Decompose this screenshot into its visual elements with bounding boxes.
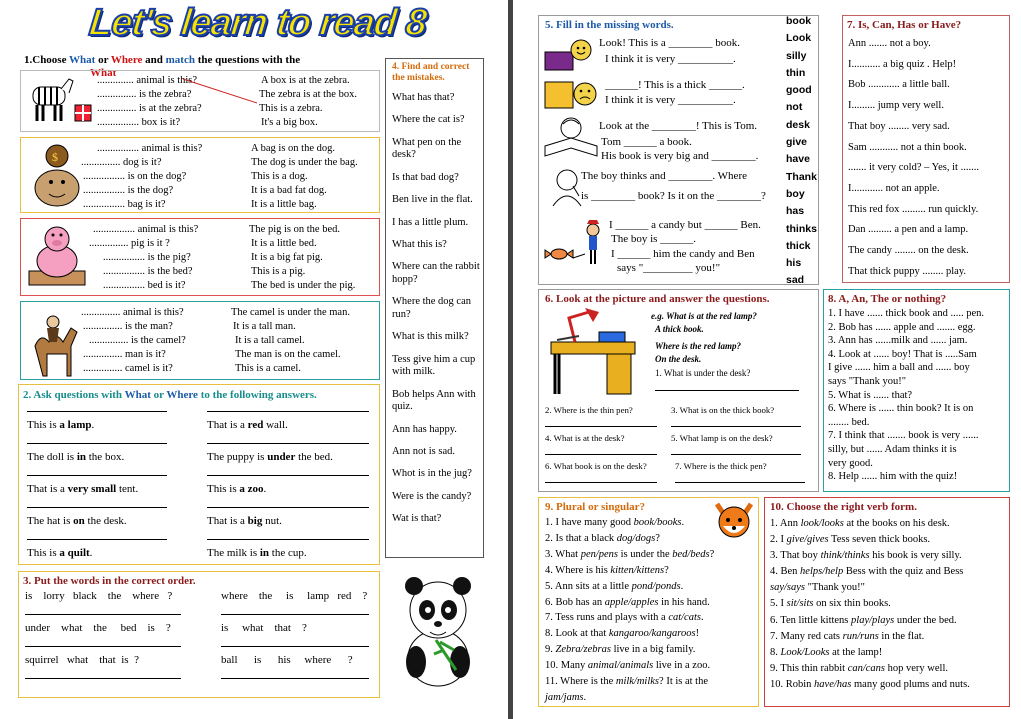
s2-answer: The puppy is under the bed. [207, 451, 333, 463]
s1-group-zebra [20, 70, 380, 132]
s5-line: I think it is very __________. [605, 94, 736, 106]
s1-a: The pig is on the bed. [249, 224, 340, 235]
s9-item: 9. Zebra/zebras live in a big family. [545, 644, 696, 656]
s8-heading: 8. A, An, The or nothing? [828, 293, 947, 305]
s1-q: ................ animal is this? [93, 224, 199, 235]
s1-q: ................ animal is this? [97, 143, 203, 154]
s1-heading-what: What [90, 67, 117, 79]
answer-line[interactable] [671, 426, 801, 427]
s4-item: Is that bad dog? [392, 171, 459, 183]
s7-item: I............ not an apple. [848, 182, 940, 194]
s5-box [538, 15, 819, 285]
s8-item: ........ bed. [828, 416, 870, 428]
s1-a: The bed is under the pig. [251, 280, 356, 291]
s1-q: .............. animal is this? [97, 75, 198, 86]
s4-item: Ann not is sad. [392, 446, 455, 458]
s8-item: 5. What is ...... that? [828, 389, 913, 401]
s1-q: ............... is at the zebra? [97, 103, 202, 114]
page-title: Let's learn to read 8 [87, 2, 429, 44]
s1-a: A bag is on the dog. [251, 143, 335, 154]
s6-q: 7. Where is the thick pen? [675, 461, 767, 471]
s1-q: ................ bag is it? [83, 199, 166, 210]
answer-line[interactable] [545, 482, 657, 483]
answer-line[interactable] [671, 454, 801, 455]
s9-item: 2. Is that a black dog/dogs? [545, 532, 660, 544]
s7-box [842, 15, 1010, 283]
pig-picture [27, 223, 87, 293]
answer-line[interactable] [207, 539, 369, 540]
s7-item: Bob ............ a little ball. [848, 79, 950, 91]
s1-q: ............... is the zebra? [97, 89, 192, 100]
s5-line: Look at the ________! This is Tom. [599, 120, 758, 132]
s5-line: His book is very big and ________. [601, 150, 759, 162]
s10-item: 4. Ben helps/help Bess with the quiz and Bess [770, 566, 964, 578]
s10-item: 10. Robin have/has many good plums and nuts. [770, 678, 970, 690]
s5-line: is ________ book? Is it on the ________? [581, 190, 766, 202]
answer-line[interactable] [545, 426, 657, 427]
s7-heading: 7. Is, Can, Has or Have? [847, 19, 962, 31]
s5-line: Look! This is a ________ book. [599, 37, 740, 49]
s7-item: Sam ........... not a thin book. [848, 141, 967, 153]
s1-a: It is a little bag. [251, 199, 317, 210]
answer-line[interactable] [207, 443, 369, 444]
s6-eg: Where is the red lamp? [655, 341, 742, 351]
s6-q: 2. Where is the thin pen? [545, 405, 633, 415]
s5-word: thin [786, 66, 806, 79]
s2-answer: That is a very small tent. [27, 483, 139, 495]
s2-answer: That is a red wall. [207, 419, 288, 431]
s5-heading: 5. Fill in the missing words. [545, 19, 674, 31]
s1-q: ............... is the camel? [89, 335, 186, 346]
dog-picture [27, 142, 89, 210]
s10-item: say/says "Thank you!" [770, 582, 865, 594]
s1-a: The dog is under the bag. [251, 157, 358, 168]
s5-word: Look [786, 32, 812, 45]
s5-line: ______! This is a thick ______. [605, 79, 745, 91]
s5-line: I think it is very __________. [605, 53, 736, 65]
answer-line[interactable] [221, 646, 369, 647]
answer-line[interactable] [27, 475, 167, 476]
s2-answer: This is a zoo. [207, 483, 267, 495]
s5-line: I ______ a candy but ______ Ben. [609, 219, 761, 231]
s8-item: very good. [828, 457, 873, 469]
s1-a: The camel is under the man. [231, 307, 350, 318]
s1-q: ............... is the man? [83, 321, 173, 332]
s1-a: It is a big fat pig. [251, 252, 323, 263]
s4-item: Where can the rabbit hopp? [392, 261, 480, 285]
s7-item: Ann ....... not a boy. [848, 38, 931, 49]
answer-line[interactable] [27, 443, 167, 444]
s5-word: book [786, 15, 812, 27]
s5-word: has [786, 205, 805, 218]
s8-item: 6. Where is ...... thin book? It is on [828, 403, 974, 415]
s1-group-camel [20, 301, 380, 380]
s1-q: ................ is on the dog? [83, 171, 187, 182]
s3-heading: 3. Put the words in the correct order. [23, 575, 196, 587]
s10-item: 5. I sit/sits on six thin books. [770, 598, 891, 610]
s10-item: 1. Ann look/looks at the books on his desk. [770, 518, 950, 529]
answer-line[interactable] [25, 678, 181, 679]
s1-group-dog [20, 137, 380, 213]
s8-item: 7. I think that ....... book is very ...... [828, 430, 979, 442]
answer-line[interactable] [221, 614, 369, 615]
s10-heading: 10. Choose the right verb form. [770, 501, 917, 513]
answer-line[interactable] [207, 475, 369, 476]
s3-words: is lorry black the where ? [25, 590, 173, 602]
s7-item: I......... jump very well. [848, 100, 944, 112]
s1-a: This is a camel. [235, 363, 301, 374]
answer-line[interactable] [27, 411, 167, 412]
zebra-picture [25, 77, 95, 129]
s1-heading: 1.Choose What or Where and match the questions with the [24, 54, 301, 66]
match-line [181, 77, 261, 107]
s4-item: Were is the candy? [392, 490, 472, 502]
s6-eg: e.g. What is at the red lamp? [651, 311, 757, 321]
s1-a: It is a bad fat dog. [251, 185, 327, 196]
s9-item: 3. What pen/pens is under the bed/beds? [545, 548, 715, 560]
s2-answer: This is a quilt. [27, 547, 93, 559]
s1-a: This is a pig. [251, 266, 306, 277]
s6-q: 4. What is at the desk? [545, 433, 625, 443]
s8-item: 4. Look at ...... boy! That is .....Sam [828, 348, 977, 360]
s4-item: Bob helps Ann with quiz. [392, 388, 476, 413]
s2-answer: The doll is in the box. [27, 451, 125, 463]
s7-item: This red fox ......... run quickly. [848, 203, 979, 215]
answer-line[interactable] [207, 411, 369, 412]
answer-line[interactable] [675, 482, 805, 483]
s2-answer: This is a lamp. [27, 419, 95, 431]
answer-line[interactable] [221, 678, 369, 679]
s7-item: Dan ......... a pen and a lamp. [848, 224, 969, 236]
s1-a: A box is at the zebra. [261, 75, 350, 86]
s6-box [538, 289, 819, 492]
s4-item: Tess give him a cup with milk. [392, 353, 476, 378]
s4-item: Ben live in the flat. [392, 194, 473, 206]
answer-line[interactable] [207, 507, 369, 508]
s4-item: What pen on the desk? [392, 136, 462, 161]
s3-words: under what the bed is ? [25, 622, 171, 634]
s6-q: 6. What book is on the desk? [545, 461, 647, 471]
s1-q: ................ is the dog? [83, 185, 174, 196]
s1-a: This is a zebra. [259, 103, 323, 114]
answer-line[interactable] [27, 507, 167, 508]
s7-item: That boy ........ very sad. [848, 120, 950, 132]
s5-word: his [786, 257, 802, 270]
s1-q: ............... man is it? [83, 349, 166, 360]
s4-item: I has a little plum. [392, 216, 469, 228]
s1-q: ............... animal is this? [81, 307, 184, 318]
s5-word: desk [786, 118, 810, 131]
s1-a: It is a little bed. [251, 238, 317, 249]
s8-item: 2. Bob has ...... apple and ....... egg. [828, 321, 976, 333]
s2-answer: That is a big nut. [207, 515, 282, 527]
svg-text:$: $ [52, 150, 58, 164]
s5-word: Thank [786, 170, 817, 183]
s7-item: The candy ........ on the desk. [848, 245, 969, 257]
s1-q: ................ box is it? [97, 117, 181, 128]
s1-q: ............... dog is it? [81, 157, 162, 168]
s9-item: 8. Look at that kangaroo/kangaroos! [545, 628, 700, 640]
s1-q: ................ bed is it? [103, 280, 186, 291]
s8-item: says "Thank you!" [828, 375, 906, 387]
s4-item: What this is? [392, 238, 447, 250]
s4-heading: 4. Find and correct the mistakes. [392, 62, 470, 83]
s9-item: jam/jams. [545, 691, 587, 703]
s10-item: 3. That boy think/thinks his book is very silly. [770, 550, 962, 562]
s8-item: silly, but ...... Adam thinks it is [828, 443, 957, 455]
s8-item: 3. Ann has ......milk and ...... jam. [828, 335, 968, 347]
s4-item: What is this milk? [392, 331, 469, 343]
s8-item: 1. I have ...... thick book and ..... pen. [828, 308, 985, 319]
s3-words: where the is lamp red ? [221, 590, 368, 602]
s1-a: This is a dog. [251, 171, 308, 182]
s1-a: It is a tall camel. [235, 335, 305, 346]
s3-box [18, 571, 380, 698]
s6-q: 1. What is under the desk? [655, 368, 751, 378]
s5-word: silly [786, 49, 807, 62]
s10-item: 6. Ten little kittens play/plays under the bed. [770, 614, 957, 626]
s2-heading: 2. Ask questions with What or Where to the following answers. [23, 389, 317, 401]
camel-picture [27, 306, 83, 378]
s5-word: boy [786, 187, 805, 200]
s10-box [764, 497, 1010, 707]
answer-line[interactable] [27, 539, 167, 540]
s4-item: What has that? [392, 92, 455, 103]
desk-lamp-picture [545, 308, 641, 396]
s8-item: I give ...... him a ball and ...... boy [828, 362, 970, 374]
s8-box [823, 289, 1010, 492]
s5-line: Tom ______ a book. [601, 136, 692, 148]
s9-item: 11. Where is the milk/milks? It is at the [545, 676, 709, 688]
s1-q: ............... camel is it? [83, 363, 173, 374]
s5-line: I ______ him the candy and Ben [611, 248, 755, 260]
s5-word: thinks [786, 222, 817, 235]
s6-heading: 6. Look at the picture and answer the questions. [545, 293, 770, 305]
s4-item: Where the cat is? [392, 114, 465, 126]
s1-q: ................ is the bed? [103, 266, 193, 277]
s9-heading: 9. Plural or singular? [545, 501, 646, 513]
s10-item: 8. Look/Looks at the lamp! [770, 646, 883, 658]
s4-item: Wat is that? [392, 513, 442, 525]
s6-q: 5. What lamp is on the desk? [671, 433, 773, 443]
s6-eg: On the desk. [655, 354, 702, 364]
s9-item: 5. Ann sits at a little pond/ponds. [545, 580, 684, 592]
s9-item: 10. Many animal/animals live in a zoo. [545, 660, 711, 672]
s2-box [18, 384, 380, 565]
s9-item: 7. Tess runs and plays with a cat/cats. [545, 612, 704, 624]
s1-a: It is a tall man. [233, 321, 296, 332]
s10-item: 9. This thin rabbit can/cans hop very well. [770, 662, 949, 674]
boy-reading-picture [543, 116, 599, 160]
s5-word: have [786, 153, 810, 166]
s6-eg: A thick book. [655, 324, 704, 334]
s4-item: Where the dog can run? [392, 296, 472, 320]
answer-line[interactable] [545, 454, 657, 455]
s9-box [538, 497, 759, 707]
s5-line: The boy thinks and ________. Where [581, 170, 747, 182]
s5-word: thick [786, 239, 811, 252]
panda-picture [396, 570, 480, 690]
happy-book-picture [543, 38, 593, 74]
s10-item: 2. I give/gives Tess seven thick books. [770, 534, 931, 546]
s1-a: The zebra is at the box. [259, 89, 357, 100]
s7-item: That thick puppy ........ play. [848, 265, 967, 277]
s3-words: is what that ? [221, 622, 307, 634]
candy-boys-picture [543, 220, 609, 276]
s1-a: The man is on the camel. [235, 349, 341, 360]
s5-word: sad [786, 274, 805, 287]
s1-a: It's a big box. [261, 117, 318, 128]
sad-book-picture [543, 76, 599, 116]
s8-item: 8. Help ...... him with the quiz! [828, 471, 958, 483]
s9-item: 1. I have many good book/books. [545, 517, 685, 528]
s7-item: I........... a big quiz . Help! [848, 58, 957, 70]
answer-line[interactable] [25, 646, 181, 647]
s6-q: 3. What is on the thick book? [671, 405, 775, 415]
s1-q: ............... pig is it ? [89, 238, 170, 249]
s3-words: ball is his where ? [221, 654, 353, 666]
s5-line: says "_________ you!" [617, 262, 721, 274]
s5-word: give [786, 136, 808, 149]
s9-item: 6. Bob has an apple/apples in his hand. [545, 596, 710, 608]
s3-words: squirrel what that is ? [25, 654, 139, 666]
s2-answer: The hat is on the desk. [27, 515, 127, 527]
s1-group-pig [20, 218, 380, 296]
s1-q: ................ is the pig? [103, 252, 191, 263]
s5-word: not [786, 101, 803, 114]
s5-line: The boy is ______. [611, 233, 696, 245]
s9-item: 4. Where is his kitten/kittens? [545, 564, 669, 576]
page-divider [508, 0, 513, 719]
s4-item: Ann has happy. [392, 423, 457, 435]
s4-box [385, 58, 484, 558]
s7-item: ....... it very cold? – Yes, it ....... [848, 162, 979, 174]
answer-line[interactable] [655, 390, 799, 391]
s10-item: 7. Many red cats run/runs in the flat. [770, 630, 925, 642]
s5-word: good [786, 84, 812, 97]
s2-answer: The milk is in the cup. [207, 547, 307, 559]
answer-line[interactable] [25, 614, 181, 615]
s4-item: Whot is in the jug? [392, 468, 472, 480]
